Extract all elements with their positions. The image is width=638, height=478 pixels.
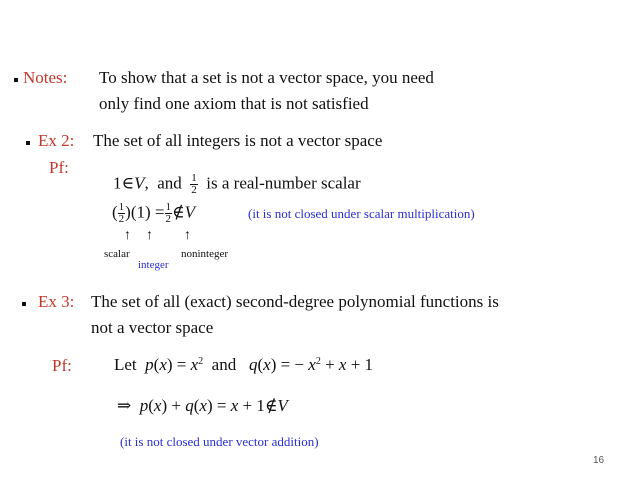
math-v: V	[134, 173, 145, 193]
ex3-pf-label: Pf:	[52, 356, 72, 375]
ex3-note: (it is not closed under vector addition)	[120, 434, 319, 449]
ex2-statement: The set of all integers is not a vector space	[93, 131, 383, 150]
fraction-half: $\frac{1}{2}$	[191, 172, 197, 196]
notes-line-1: To show that a set is not a vector space, you need	[99, 68, 434, 87]
fraction-half: $\frac{1}{2}$	[118, 201, 125, 225]
implies-icon: ⇒	[117, 396, 132, 415]
label-scalar: scalar	[104, 248, 130, 260]
notes-line-2: only find one axiom that is not satisfied	[99, 94, 369, 113]
ex2-note: (it is not closed under scalar multiplication)	[248, 206, 475, 221]
element-symbol: ∈	[121, 173, 135, 193]
notes-label: Notes:	[23, 68, 68, 87]
and-word: and	[157, 173, 182, 193]
page-number: 16	[593, 455, 605, 466]
ex3-sum: ⇒ p(x) + q(x) = x + 1∉V	[117, 396, 288, 415]
label-noninteger: noninteger	[181, 248, 229, 260]
ex3-line-1: The set of all (exact) second-degree polynomial functions is	[91, 292, 499, 311]
up-arrow-icon: ↑	[124, 228, 131, 243]
not-element-symbol: ∉	[264, 396, 278, 415]
fraction-half: $\frac{1}{2}$	[165, 201, 171, 225]
ex3-label: Ex 3:	[38, 292, 75, 311]
not-element-symbol: ∉	[172, 202, 185, 222]
ex3-definitions: Let $p(x) = x^2$ and q(x) = − $x^2 + x + 1$	[114, 355, 374, 374]
ex2-pf-label: Pf:	[49, 158, 69, 177]
ex2-label: Ex 2:	[38, 131, 75, 150]
math-one: 1	[113, 173, 122, 193]
bullet	[26, 141, 30, 145]
label-integer: integer	[138, 259, 169, 271]
ex3-line-2: not a vector space	[91, 318, 214, 337]
ex2-product-equation: ( $\frac{1}{2}$ )(1) = $\frac{1}{2}$ ∉V	[112, 201, 195, 225]
scalar-text: is a real-number scalar	[206, 173, 361, 193]
bullet	[22, 302, 26, 306]
bullet	[14, 78, 18, 82]
up-arrow-icon: ↑	[184, 228, 191, 243]
ex2-membership-statement: 1∈V, and $\frac{1}{2}$ is a real-number scalar	[113, 172, 361, 196]
up-arrow-icon: ↑	[146, 228, 153, 243]
